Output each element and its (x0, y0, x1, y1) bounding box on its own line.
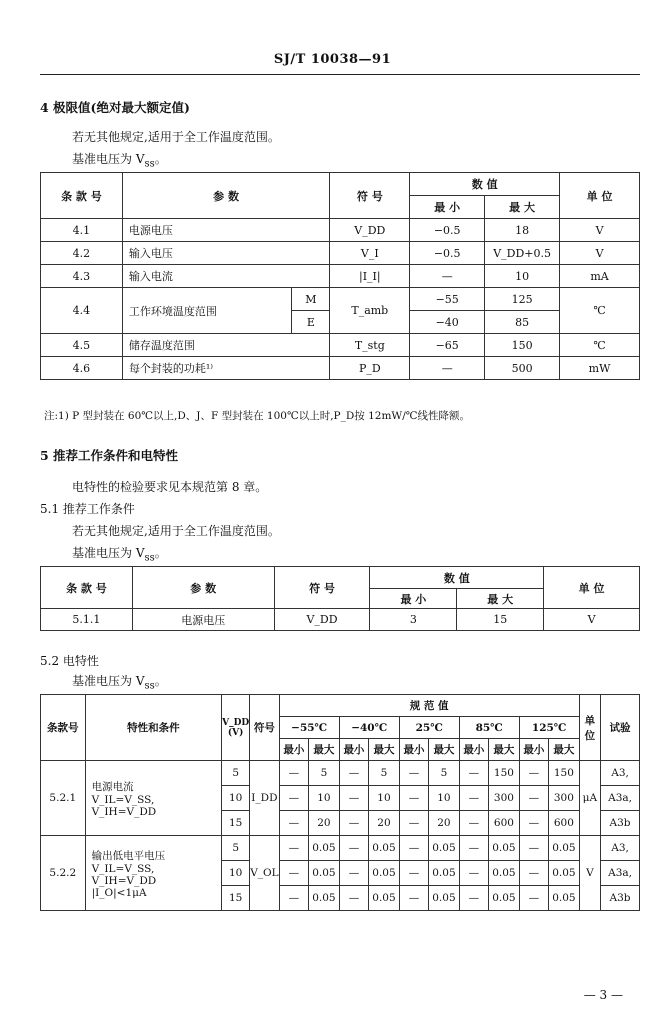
cell-value: 0.05 (489, 836, 519, 861)
cell-value: 0.05 (309, 836, 340, 861)
cell-value: 5 (309, 761, 340, 786)
cell-value: — (459, 761, 488, 786)
page-number: — 3 — (583, 988, 623, 1002)
header-rule (40, 74, 640, 75)
th-temp: 25℃ (399, 717, 459, 739)
cell-vdd: 15 (222, 886, 250, 911)
cell-min: −40 (410, 311, 485, 334)
cell-clause: 4.6 (41, 357, 123, 380)
cell-clause: 4.5 (41, 334, 123, 357)
cell-min: −55 (410, 288, 485, 311)
cell-param: 储存温度范围 (122, 334, 330, 357)
cell-value: — (339, 811, 369, 836)
th-param: 参 数 (132, 567, 274, 609)
th-max: 最大 (489, 739, 519, 761)
th-value: 数 值 (370, 567, 544, 589)
cell-unit: ℃ (560, 334, 640, 357)
cell-value: — (459, 886, 488, 911)
cell-value: — (279, 811, 309, 836)
cell-param: 电源电压 (122, 219, 330, 242)
cell-test: A3b (601, 811, 640, 836)
cell-symbol: V_I (330, 242, 410, 265)
table-row (41, 288, 640, 311)
cell-value: — (279, 761, 309, 786)
table-row (41, 357, 640, 380)
cell-param: 工作环境温度范围 (122, 288, 292, 334)
cell-value: — (279, 836, 309, 861)
cell-value: 0.05 (309, 861, 340, 886)
cell-symbol: P_D (330, 357, 410, 380)
cell-value: 0.05 (549, 886, 579, 911)
cell-value: 0.05 (489, 886, 519, 911)
cell-vdd: 10 (222, 786, 250, 811)
cell-value: 20 (309, 811, 340, 836)
cell-value: — (339, 886, 369, 911)
cell-value: — (459, 861, 488, 886)
th-symbol: 符 号 (330, 173, 410, 219)
th-min: 最 小 (370, 589, 457, 609)
cell-min: −0.5 (410, 242, 485, 265)
th-temp: −55℃ (279, 717, 339, 739)
cell-param: 电源电压 (132, 609, 274, 631)
cell-max: 15 (457, 609, 544, 631)
cell-max: 150 (485, 334, 560, 357)
th-max: 最大 (429, 739, 459, 761)
cell-grade: E (292, 311, 330, 334)
cell-clause: 4.2 (41, 242, 123, 265)
th-clause: 条 款 号 (41, 173, 123, 219)
cell-max: 500 (485, 357, 560, 380)
cell-unit: V (544, 609, 640, 631)
cell-vdd: 5 (222, 761, 250, 786)
section-5-intro: 电特性的检验要求见本规范第 8 章。 (72, 480, 268, 494)
table-row (41, 334, 640, 357)
th-temp: 85℃ (459, 717, 519, 739)
cell-symbol: I_DD (250, 761, 279, 836)
section-5-1-title: 5.1 推荐工作条件 (40, 502, 135, 516)
cell-value: — (339, 861, 369, 886)
table-row (41, 761, 640, 786)
cell-value: — (279, 861, 309, 886)
cell-value: 0.05 (369, 886, 400, 911)
char-condition-2: |I_O|<1μA (91, 886, 147, 899)
cell-value: — (399, 861, 428, 886)
cell-value: 20 (369, 811, 400, 836)
table-row (41, 836, 640, 861)
th-min: 最小 (459, 739, 488, 761)
th-min: 最小 (519, 739, 548, 761)
cell-value: 0.05 (429, 886, 459, 911)
section-5-1-line2: 基准电压为 $V_{ss}$。 (72, 546, 167, 564)
cell-value: — (399, 886, 428, 911)
cell-value: 10 (369, 786, 400, 811)
cell-value: 10 (309, 786, 340, 811)
cell-symbol: V_OL (250, 836, 279, 911)
char-condition: V_IL=V_SS, V_IH=V_DD (91, 862, 157, 887)
th-test: 试验 (601, 695, 640, 761)
cell-value: 0.05 (369, 836, 400, 861)
cell-vdd: 10 (222, 861, 250, 886)
th-symbol: 符 号 (274, 567, 370, 609)
cell-value: 150 (489, 761, 519, 786)
th-unit: 单位 (579, 695, 600, 761)
section-4-title: 4 极限值(绝对最大额定值) (40, 100, 190, 115)
cell-max: 125 (485, 288, 560, 311)
cell-value: — (339, 786, 369, 811)
cell-characteristics (85, 836, 222, 911)
cell-value: — (399, 761, 428, 786)
th-param: 参 数 (122, 173, 330, 219)
cell-max: 18 (485, 219, 560, 242)
cell-value: 0.05 (369, 861, 400, 886)
cell-symbol: |I_I| (330, 265, 410, 288)
table-row (41, 242, 640, 265)
cell-value: 10 (429, 786, 459, 811)
section-5-2-title: 5.2 电特性 (40, 654, 99, 668)
cell-value: 0.05 (309, 886, 340, 911)
cell-unit: V (560, 219, 640, 242)
table-row (41, 265, 640, 288)
cell-value: 0.05 (549, 861, 579, 886)
cell-symbol: V_DD (330, 219, 410, 242)
cell-value: — (339, 836, 369, 861)
cell-param: 每个封装的功耗¹⁾ (122, 357, 330, 380)
cell-value: 0.05 (429, 861, 459, 886)
cell-test: A3, (601, 761, 640, 786)
cell-unit: mA (560, 265, 640, 288)
cell-value: — (399, 836, 428, 861)
recommended-conditions-table (40, 566, 640, 631)
cell-min: — (410, 357, 485, 380)
cell-value: 300 (549, 786, 579, 811)
th-unit: 单 位 (544, 567, 640, 609)
cell-unit: mW (560, 357, 640, 380)
char-title: 电源电流 (91, 780, 134, 793)
th-max: 最大 (549, 739, 579, 761)
th-min: 最小 (399, 739, 428, 761)
document-header: SJ/T 10038—91 (273, 52, 392, 67)
cell-clause: 5.1.1 (41, 609, 133, 631)
th-max: 最 大 (457, 589, 544, 609)
cell-value: 0.05 (549, 836, 579, 861)
cell-vdd: 15 (222, 811, 250, 836)
cell-value: 20 (429, 811, 459, 836)
th-temp: 125℃ (519, 717, 579, 739)
cell-clause: 4.1 (41, 219, 123, 242)
th-vdd: V_DD (V) (222, 695, 250, 761)
cell-value: 300 (489, 786, 519, 811)
section-5-2-line: 基准电压为 $V_{ss}$。 (72, 674, 167, 692)
cell-clause: 4.3 (41, 265, 123, 288)
cell-unit: V (579, 836, 600, 911)
char-condition: V_IL=V_SS, V_IH=V_DD (91, 793, 157, 818)
limits-table (40, 172, 640, 380)
cell-clause: 4.4 (41, 288, 123, 334)
cell-value: 5 (369, 761, 400, 786)
cell-param: 输入电压 (122, 242, 330, 265)
cell-min: −65 (410, 334, 485, 357)
cell-value: — (459, 786, 488, 811)
cell-min: 3 (370, 609, 457, 631)
cell-test: A3a, (601, 786, 640, 811)
cell-min: — (410, 265, 485, 288)
cell-symbol: V_DD (274, 609, 370, 631)
cell-value: 150 (549, 761, 579, 786)
cell-value: — (459, 811, 488, 836)
th-clause: 条款号 (41, 695, 86, 761)
electrical-characteristics-table (40, 694, 640, 911)
cell-value: — (279, 786, 309, 811)
cell-value: — (519, 836, 548, 861)
th-symbol: 符号 (250, 695, 279, 761)
cell-test: A3a, (601, 861, 640, 886)
th-spec: 规 范 值 (279, 695, 579, 717)
table-row (41, 219, 640, 242)
cell-unit: μA (579, 761, 600, 836)
cell-min: −0.5 (410, 219, 485, 242)
cell-max: 85 (485, 311, 560, 334)
cell-value: — (399, 786, 428, 811)
th-min: 最小 (339, 739, 369, 761)
th-min: 最小 (279, 739, 309, 761)
cell-unit: ℃ (560, 288, 640, 334)
cell-value: — (519, 786, 548, 811)
cell-value: 600 (549, 811, 579, 836)
th-temp: −40℃ (339, 717, 399, 739)
th-value: 数 值 (410, 173, 560, 196)
cell-characteristics (85, 761, 222, 836)
th-max: 最大 (369, 739, 400, 761)
cell-value: — (399, 811, 428, 836)
cell-value: — (459, 836, 488, 861)
char-title: 输出低电平电压 (91, 849, 166, 862)
cell-value: — (519, 811, 548, 836)
section-5-1-line1: 若无其他规定,适用于全工作温度范围。 (72, 524, 280, 538)
cell-unit: V (560, 242, 640, 265)
cell-value: 0.05 (429, 836, 459, 861)
cell-value: — (279, 886, 309, 911)
table-row (41, 609, 640, 631)
cell-value: 0.05 (489, 861, 519, 886)
cell-value: 600 (489, 811, 519, 836)
cell-value: — (339, 761, 369, 786)
cell-clause: 5.2.2 (41, 836, 86, 911)
cell-vdd: 5 (222, 836, 250, 861)
cell-clause: 5.2.1 (41, 761, 86, 836)
cell-value: 5 (429, 761, 459, 786)
cell-test: A3, (601, 836, 640, 861)
th-max: 最 大 (485, 196, 560, 219)
section-4-line2: 基准电压为 $V_{ss}$。 (72, 152, 167, 170)
cell-symbol: T_amb (330, 288, 410, 334)
cell-param: 输入电流 (122, 265, 330, 288)
table-1-note: 注:1) P 型封装在 60℃以上,D、J、F 型封装在 100℃以上时,P_D按 12mW/℃线性降额。 (44, 410, 471, 422)
cell-test: A3b (601, 886, 640, 911)
cell-grade: M (292, 288, 330, 311)
cell-symbol: T_stg (330, 334, 410, 357)
cell-max: 10 (485, 265, 560, 288)
section-4-line1: 若无其他规定,适用于全工作温度范围。 (72, 130, 280, 144)
section-5-title: 5 推荐工作条件和电特性 (40, 448, 179, 463)
cell-value: — (519, 886, 548, 911)
th-unit: 单 位 (560, 173, 640, 219)
th-max: 最大 (309, 739, 340, 761)
cell-max: V_DD+0.5 (485, 242, 560, 265)
th-characteristics: 特性和条件 (85, 695, 222, 761)
cell-value: — (519, 761, 548, 786)
th-min: 最 小 (410, 196, 485, 219)
th-clause: 条 款 号 (41, 567, 133, 609)
cell-value: — (519, 861, 548, 886)
